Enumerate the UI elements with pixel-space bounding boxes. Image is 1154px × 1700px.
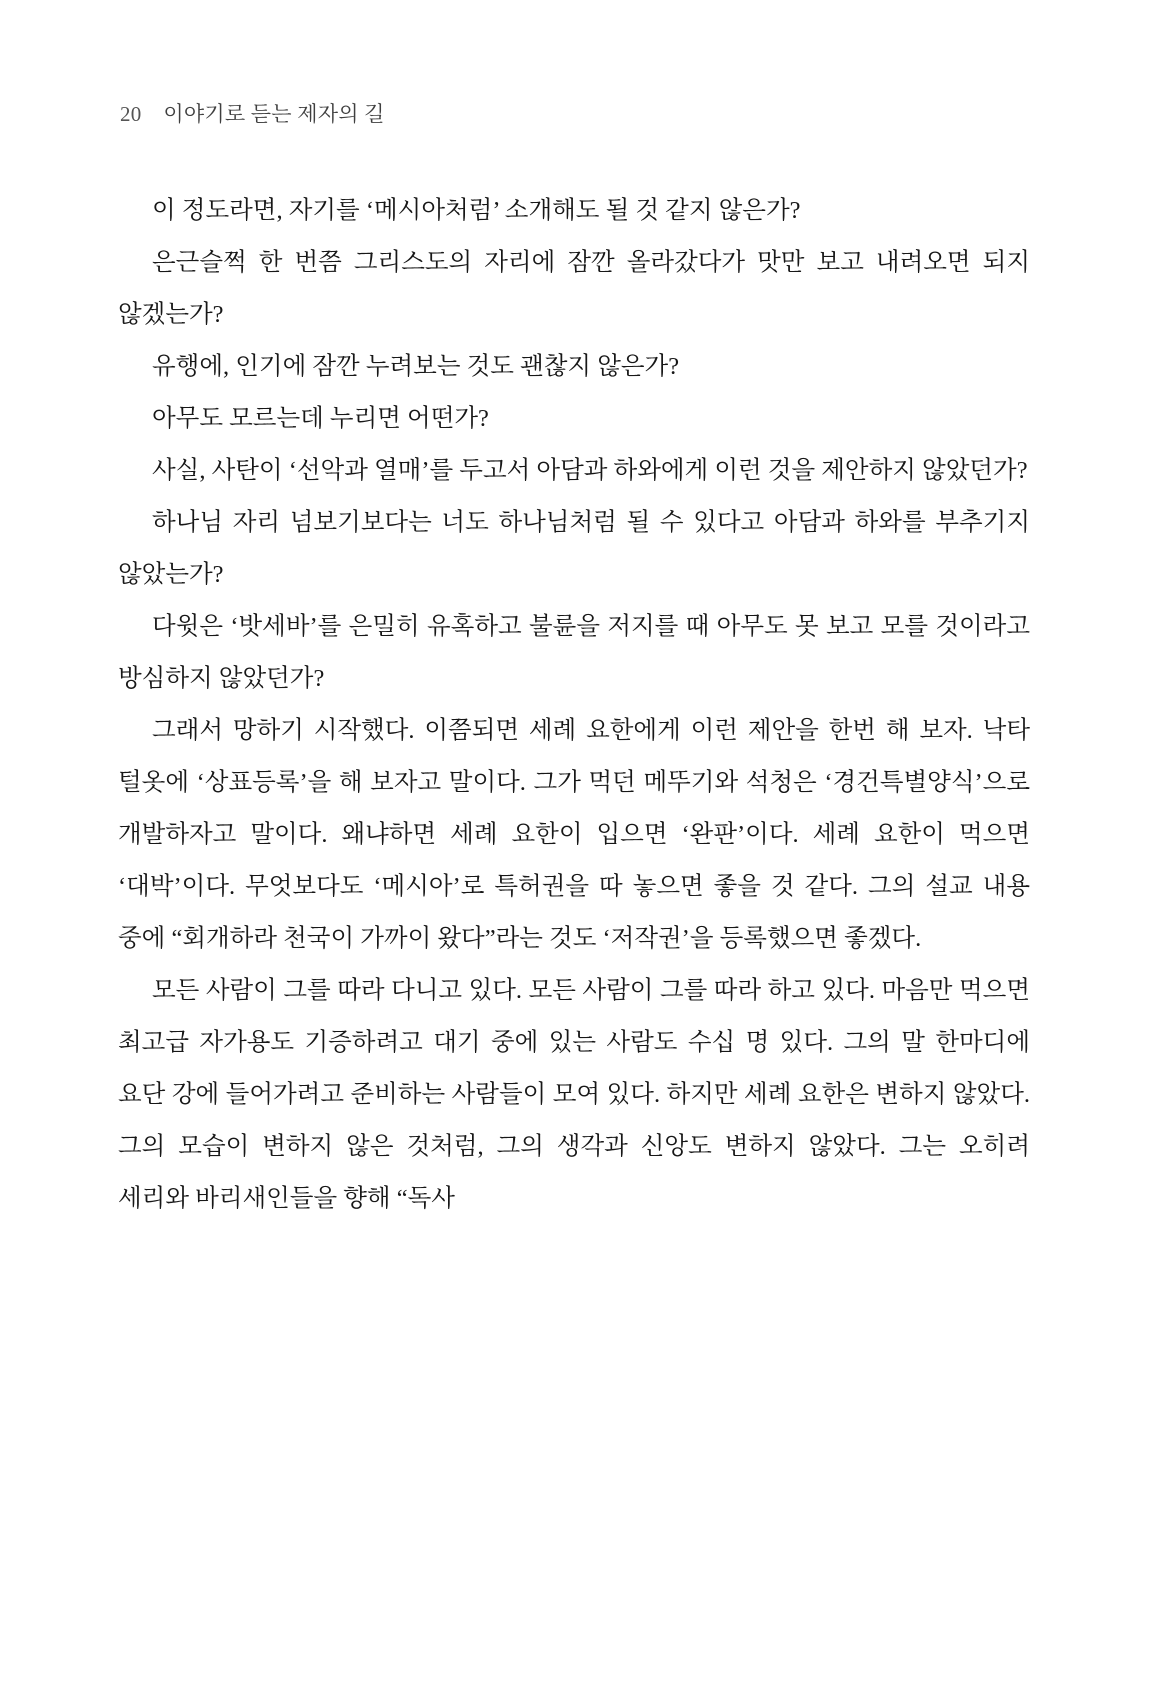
running-head bbox=[120, 98, 385, 128]
page-number: 20 bbox=[120, 102, 142, 126]
paragraph: 유행에, 인기에 잠깐 누려보는 것도 괜찮지 않은가? bbox=[152, 353, 680, 380]
paragraph: 이 정도라면, 자기를 ‘메시아처럼’ 소개해도 될 것 같지 않은가? bbox=[152, 197, 801, 224]
paragraph: 아무도 모르는데 누리면 어떤가? bbox=[152, 405, 489, 432]
paragraph: 하나님 자리 넘보기보다는 너도 하나님처럼 될 수 있다고 아담과 하와를 부추기지 않았는가? bbox=[118, 509, 1030, 588]
paragraph: 모든 사람이 그를 따라 다니고 있다. 모든 사람이 그를 따라 하고 있다. 마음만 먹으면 최고급 자가용도 기증하려고 대기 중에 있는 사람도 수십 명 있다. 그의 말 한마디에 요단 강에 들어가려고 준비하는 사람들이 모여 있다. 하지만 세례 요한은 변하지 않았다. 그의 모습이 변하지 않은 것처럼, 그의 생각과 신앙도 변하지 않았다. 그는 오히려 세리와 바리새인들을 향해 “독사 bbox=[118, 977, 1030, 1212]
paragraph: 은근슬쩍 한 번쯤 그리스도의 자리에 잠깐 올라갔다가 맛만 보고 내려오면 되지 않겠는가? bbox=[118, 249, 1030, 328]
paragraph: 그래서 망하기 시작했다. 이쯤되면 세례 요한에게 이런 제안을 한번 해 보자. 낙타 털옷에 ‘상표등록’을 해 보자고 말이다. 그가 먹던 메뚜기와 석청은 ‘경건특별양식’으로 개발하자고 말이다. 왜냐하면 세례 요한이 입으면 ‘완판’이다. 세례 요한이 먹으면 ‘대박’이다. 무엇보다도 ‘메시아’로 특허권을 따 놓으면 좋을 것 같다. 그의 설교 내용 중에 “회개하라 천국이 가까이 왔다”라는 것도 ‘저작권’을 등록했으면 좋겠다. bbox=[118, 717, 1030, 952]
body-text bbox=[118, 185, 1030, 1225]
paragraph: 사실, 사탄이 ‘선악과 열매’를 두고서 아담과 하와에게 이런 것을 제안하지 않았던가? bbox=[152, 457, 1028, 484]
chapter-title: 이야기로 듣는 제자의 길 bbox=[163, 102, 385, 126]
paragraph: 다윗은 ‘밧세바’를 은밀히 유혹하고 불륜을 저지를 때 아무도 못 보고 모를 것이라고 방심하지 않았던가? bbox=[118, 613, 1030, 692]
